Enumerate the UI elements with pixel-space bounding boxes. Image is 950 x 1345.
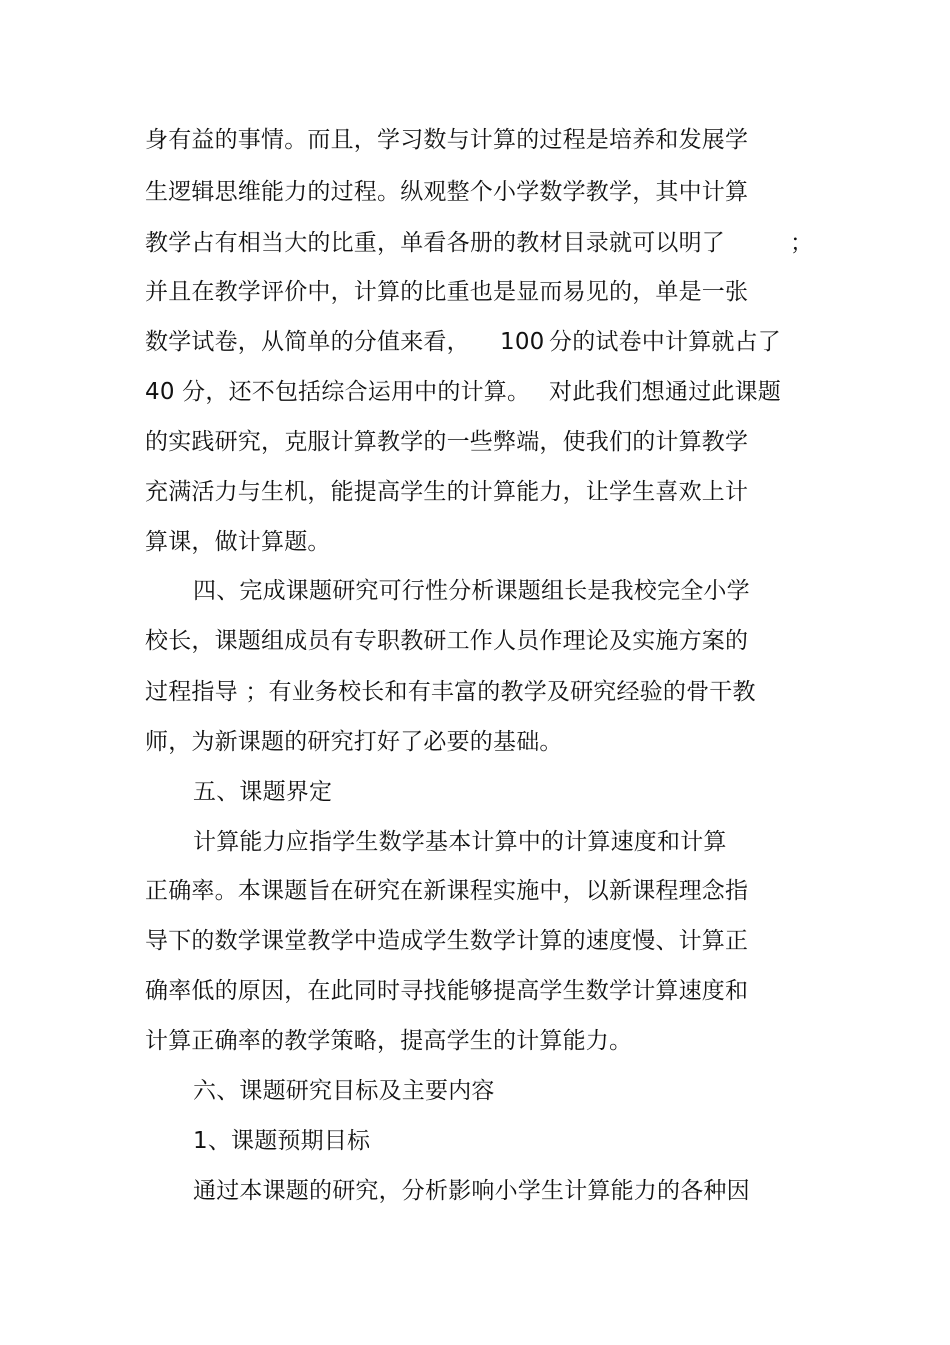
text-line: 的实践研究，克服计算教学的一些弊端，使我们的计算教学: [145, 429, 749, 455]
text-line: 生逻辑思维能力的过程。纵观整个小学数学教学，其中计算: [145, 179, 749, 205]
text-line: 计算正确率的教学策略，提高学生的计算能力。: [145, 1028, 633, 1054]
text-line: 教学占有相当大的比重，单看各册的教材目录就可以明了: [145, 230, 725, 256]
text-fragment: ；: [790, 230, 814, 256]
text-line: 导下的数学课堂教学中造成学生数学计算的速度慢、计算正: [145, 928, 749, 954]
text-line: 过程指导 ；有业务校长和有丰富的教学及研究经验的骨干教: [145, 679, 756, 705]
text-line: 身有益的事情。而且，学习数与计算的过程是培养和发展学: [145, 127, 749, 153]
text-line: 算课，做计算题。: [145, 529, 331, 555]
text-line: 师，为新课题的研究打好了必要的基础。: [145, 729, 563, 755]
subsection-heading: 1、课题预期目标: [193, 1128, 371, 1154]
text-line: 确率低的原因，在此同时寻找能够提高学生数学计算速度和: [145, 978, 749, 1004]
text-fragment: 分的试卷中计算就占了: [549, 329, 781, 355]
section-heading: 五、课题界定: [193, 779, 333, 805]
text-line: 充满活力与生机，能提高学生的计算能力，让学生喜欢上计: [145, 479, 749, 505]
text-line: 计算能力应指学生数学基本计算中的计算速度和计算: [193, 829, 727, 855]
section-heading: 四、完成课题研究可行性分析课题组长是我校完全小学: [193, 578, 750, 604]
text-line: 校长，课题组成员有专职教研工作人员作理论及实施方案的: [145, 628, 749, 654]
text-line: 通过本课题的研究，分析影响小学生计算能力的各种因: [193, 1178, 750, 1204]
section-heading: 六、课题研究目标及主要内容: [193, 1078, 495, 1104]
text-line: 数学试卷，从简单的分值来看，: [145, 329, 470, 355]
text-fragment: 对此我们想通过此课题: [549, 379, 781, 405]
text-line: 并且在教学评价中，计算的比重也是显而易见的，单是一张: [145, 279, 749, 305]
text-fragment: 100: [500, 329, 545, 355]
text-line: 40 分，还不包括综合运用中的计算。: [145, 379, 531, 405]
text-line: 正确率。本课题旨在研究在新课程实施中，以新课程理念指: [145, 878, 749, 904]
